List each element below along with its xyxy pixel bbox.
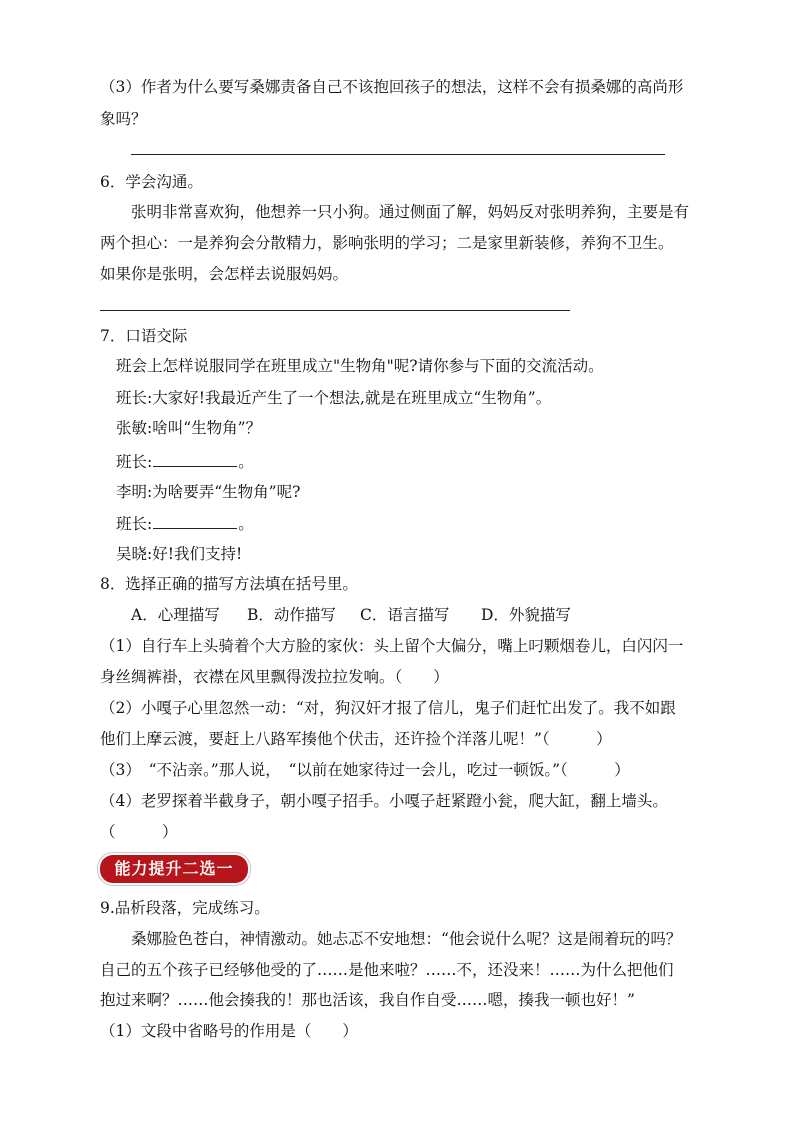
q5-3-question-line2: 象吗？ [100, 110, 147, 128]
q9-paragraph-line1: 桑娜脸色苍白，神情激动。她忐忑不安地想：“他会说什么呢？这是闹着玩的吗？ [131, 930, 682, 948]
q8-item2-line2: 他们上摩云渡，要赶上八路军揍他个伏击，还许捡个洋落儿呢！”（ ） [100, 730, 612, 748]
q8-option-a: A．心理描写 [131, 606, 220, 624]
q8-option-c: C．语言描写 [360, 606, 450, 624]
q8-option-b: B．动作描写 [247, 606, 336, 624]
q8-item2-line1: （2）小嘎子心里忽然一动：“对，狗汉奸才报了信儿，鬼子们赶忙出发了。我不如跟 [100, 699, 676, 717]
q5-3-answer-line[interactable] [131, 154, 665, 155]
q8-item1-line1: （1）自行车上头骑着个大方脸的家伙：头上留个大偏分，嘴上叼颗烟卷儿，白闪闪一 [100, 637, 684, 655]
q6-title: 6．学会沟通。 [100, 173, 203, 191]
q7-dialogue-line: 李明:为啥要弄“生物角”呢? [116, 483, 301, 501]
section-badge: 能力提升二选一 [100, 855, 248, 883]
q9-sub1: （1）文段中省略号的作用是（ ） [100, 1022, 358, 1040]
q7-blank-end: 。 [238, 453, 254, 471]
q7-dialogue-line: 吴晓:好!我们支持! [116, 545, 243, 563]
q6-paragraph-line2: 两个担心：一是养狗会分散精力，影响张明的学习；二是家里新装修，养狗不卫生。 [100, 234, 674, 252]
q7-dialogue-line: 班长:大家好!我最近产生了一个想法,就是在班里成立“生物角”。 [116, 389, 552, 407]
q8-option-d: D．外貌描写 [481, 606, 571, 624]
q6-paragraph-line1: 张明非常喜欢狗，他想养一只小狗。通过侧面了解，妈妈反对张明养狗，主要是有 [131, 203, 690, 221]
q6-paragraph-line3: 如果你是张明，会怎样去说服妈妈。 [100, 265, 349, 283]
q9-paragraph-line3: 抱过来啊？……他会揍我的！那也活该，我自作自受……嗯，揍我一顿也好！” [100, 991, 635, 1009]
q7-title: 7．口语交际 [100, 327, 188, 345]
q7-answer-blank-1[interactable] [153, 451, 237, 467]
q9-paragraph-line2: 自己的五个孩子已经够他受的了……是他来啦？……不，还没来！……为什么把他们 [100, 961, 674, 979]
q7-dialogue-line [116, 513, 254, 534]
q7-answer-blank-2[interactable] [153, 513, 237, 529]
q8-title: 8．选择正确的描写方法填在括号里。 [100, 575, 358, 593]
q7-intro: 班会上怎样说服同学在班里成立"生物角"呢?请你参与下面的交流活动。 [116, 357, 604, 375]
q7-blank-end: 。 [238, 515, 254, 533]
q5-3-question-line1: （3）作者为什么要写桑娜责备自己不该抱回孩子的想法，这样不会有损桑娜的高尚形 [100, 78, 684, 96]
q7-speaker-label: 班长: [116, 453, 153, 471]
q7-dialogue-line [116, 451, 254, 472]
q8-item4-line1: （4）老罗探着半截身子，朝小嘎子招手。小嘎子赶紧蹬小瓮，爬大缸，翻上墙头。 [100, 792, 668, 810]
q6-answer-line[interactable] [100, 310, 570, 311]
q9-title: 9.品析段落，完成练习。 [100, 899, 270, 917]
q7-speaker-label: 班长: [116, 515, 153, 533]
q8-item4-line2: （ ） [100, 823, 178, 841]
q8-item1-line2: 身丝绸裤褂，衣襟在风里飘得泼拉拉发响。（ ） [100, 668, 449, 686]
q8-item3-line1: （3） “不沾亲。”那人说， “以前在她家待过一会儿，吃过一顿饭。”（ ） [100, 761, 630, 779]
q7-dialogue-line: 张敏:啥叫“生物角”？ [116, 419, 262, 437]
